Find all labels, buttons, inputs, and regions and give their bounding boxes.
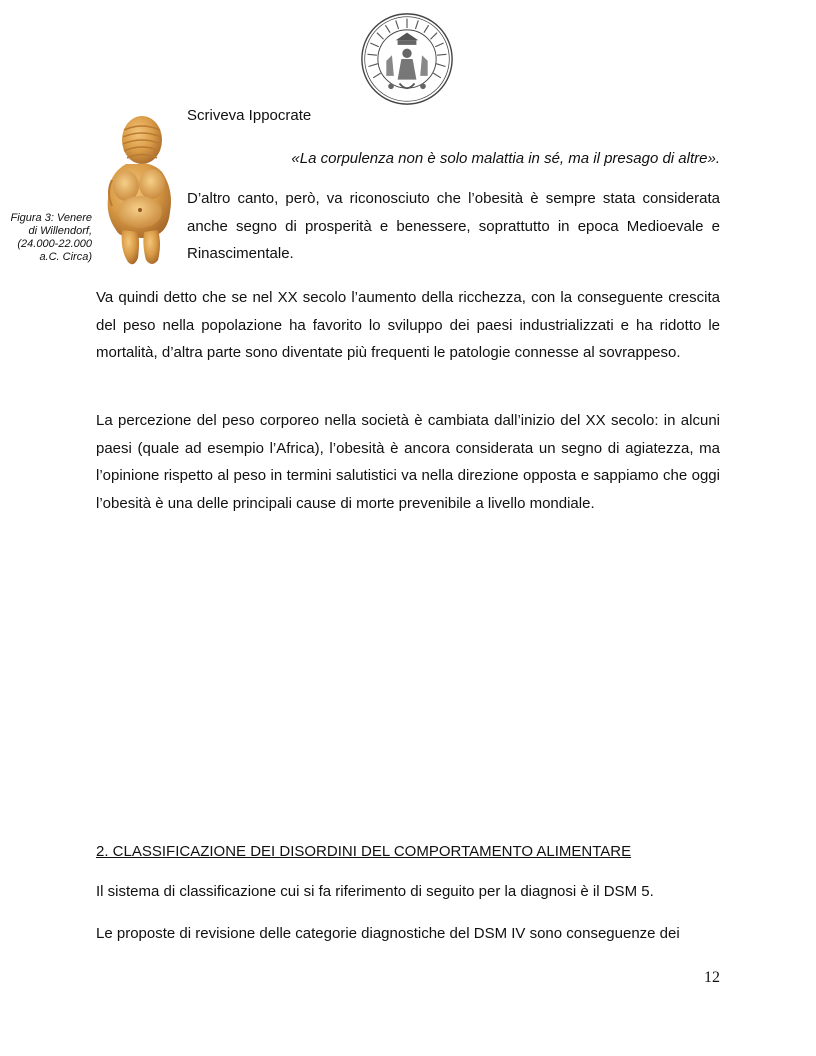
body-paragraph: Va quindi detto che se nel XX secolo l’aumento della ricchezza, con la conseguente crescita del peso nella popolazione ha favorito lo sviluppo dei paesi industrializzati e ha ridotto le mortalità, d’altra parte sono diventate più frequenti le patologie connesse al sovrappeso. (96, 289, 720, 361)
body-paragraph: La percezione del peso corporeo nella società è cambiata dall’inizio del XX secolo: in alcuni paesi (quale ad esempio l’Africa), l’obesità è ancora considerata un segno di agiatezza, ma l’opinione rispetto al peso in termini salutistici va nella direzione opposta e sappiamo che oggi l’obesità è una delle principali cause di morte prevenibile a livello mondiale. (96, 412, 720, 512)
figure-caption: Figura 3: Venere di Willendorf, (24.000-22.000 a.C. Circa) (10, 212, 92, 263)
body-paragraph: D’altro canto, però, va riconosciuto che l’obesità è sempre stata considerata anche segno di prosperità e benessere, soprattutto in epoca Medioevale e Rinascimentale. (187, 190, 720, 262)
body-paragraph: Il sistema di classificazione cui si fa riferimento di seguito per la diagnosi è il DSM 5. (96, 883, 654, 900)
section-heading: 2. CLASSIFICAZIONE DEI DISORDINI DEL COMPORTAMENTO ALIMENTARE (96, 843, 632, 860)
venus-of-willendorf-image (96, 112, 180, 272)
intro-line: Scriveva Ippocrate (187, 107, 312, 124)
university-seal-icon (360, 12, 454, 106)
body-paragraph: Le proposte di revisione delle categorie diagnostiche del DSM IV sono conseguenze dei (96, 925, 680, 942)
hippocrates-quote: «La corpulenza non è solo malattia in sé, ma il presago di altre». (291, 150, 720, 167)
page-number: 12 (704, 969, 720, 986)
